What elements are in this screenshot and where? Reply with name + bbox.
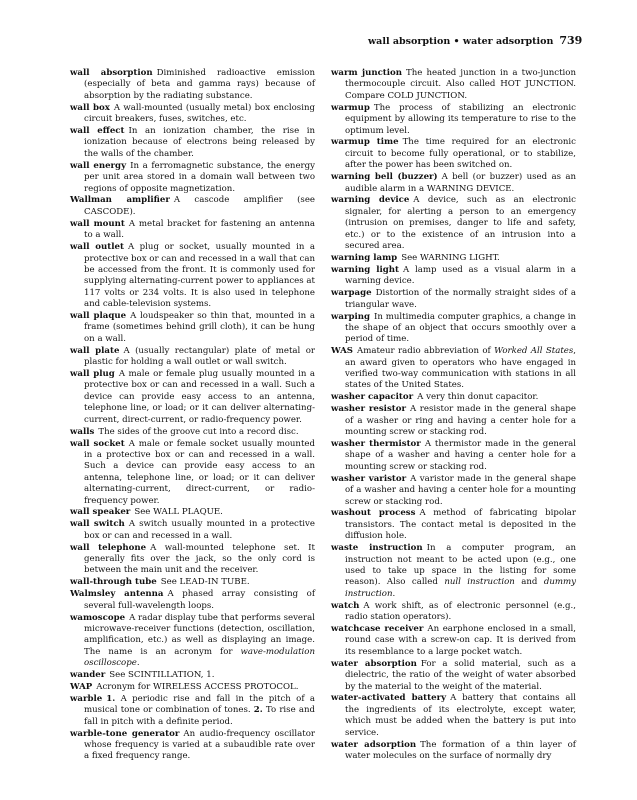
entry-definition-end: . (392, 588, 396, 599)
entry-definition-text: In a computer program, an instruction not meant to be acted upon (e.g., one used to take up space in the listing for some reason). Also called (345, 543, 576, 588)
entry-term: wamoscope (70, 612, 126, 623)
entry-term: wall energy (70, 160, 127, 171)
entry (331, 659, 576, 693)
entry (70, 103, 315, 126)
entry-definition: The heated junction in a two-junction thermocouple circuit. Also called HOT JUNCTION. Compare COLD JUNCTION. (345, 68, 576, 101)
entry (331, 392, 576, 403)
entry (70, 439, 315, 507)
entry-definition: The process of stabilizing an electronic equipment by allowing its temperature to rise to the optimum level. (345, 102, 576, 136)
entry (331, 265, 576, 288)
entry-term: wall effect (70, 126, 125, 137)
entry-term: wall switch (70, 519, 125, 530)
sense-text: A periodic rise and fall in the pitch of a musical tone or combination of tones. (84, 693, 316, 716)
entry-definition: For a solid material, such as a dielectric, the ratio of the weight of water absorbed by the material to the weight of the material. (345, 658, 577, 692)
entry-definition: In a ferromagnetic substance, the energy per unit area stored in a domain wall between two regions of opposite magnetization. (84, 160, 316, 194)
left-column (70, 68, 315, 763)
entry-definition: A resistor made in the general shape of a washer or ring and having a center hole for a mounting screw or stacking rod. (345, 404, 576, 438)
entry-definition: A work shift, as of electronic personnel (e.g., radio station operators). (345, 600, 576, 623)
entry (331, 404, 576, 438)
entry-definition: A (usually rectangular) plate of metal or plastic for holding a wall outlet or wall switch. (84, 345, 315, 368)
entry-term: washer capacitor (331, 392, 414, 403)
entry (331, 195, 576, 252)
entry-definition: A plug or socket, usually mounted in a protective box or can and recessed in a wall that can be accessed from the front. It is commonly used for supplying alternating-current power to appliances at 117 volts or 234 volts. It is also used in telephone and cable-television systems. (84, 242, 315, 310)
sense-number: 1. (106, 693, 116, 704)
entry (70, 346, 315, 369)
entry-term: wall plate (70, 345, 120, 356)
entry-term: wall plaque (70, 311, 127, 322)
sense-number: 2. (253, 705, 263, 716)
entry-term: WAP (70, 682, 93, 693)
entry-definition: A wall-mounted (usually metal) box enclosing circuit breakers, fuses, switches, etc. (84, 102, 315, 125)
entry-term: washout process (331, 508, 416, 519)
entry-term: warmup time (331, 137, 399, 148)
entry-definition: A battery that contains all the ingredients of its electrolyte, except water, which must be added when the battery is put into service. (345, 693, 576, 738)
entry (331, 288, 576, 311)
entry-term: waste instruction (331, 543, 423, 554)
entry (331, 474, 576, 508)
entry-definition: Distortion of the normally straight sides of a triangular wave. (345, 288, 576, 310)
entry (331, 740, 576, 763)
entry (70, 682, 315, 693)
entry-term: water-activated battery (331, 693, 447, 704)
entry-term: warm junction (331, 68, 403, 78)
entry-definition-italic: wave-modulation oscilloscope (84, 646, 315, 669)
entry (70, 161, 315, 195)
entry (70, 507, 315, 518)
entry-definition: A wall-mounted telephone set. It generally fits over the jack, so the only cord is between the main unit and the receiver. (84, 542, 315, 576)
entry-term: wall mount (70, 218, 125, 229)
entry-definition-end: , an award given to operators who have engaged in verified two-way communication with stations in all states of the United States. (345, 346, 577, 391)
entry (331, 312, 576, 346)
entry-definition: A male or female socket usually mounted in a protective box or can and recessed in a wall. Such a device can provide easy access to an antenna, telephone line, or load; or it can deliver alternating-current, direct-current, or radio-frequency power. (84, 438, 316, 506)
entry (70, 729, 315, 763)
running-head-text: wall absorption • water adsorption (368, 36, 554, 47)
entry-definition: In multimedia computer graphics, a change in the shape of an object that occurs smoothly over a period of time. (345, 311, 576, 345)
entry-term: wall telephone (70, 542, 147, 553)
entry (331, 693, 576, 739)
entry (331, 439, 576, 473)
entry-definition: A cascode amplifier (see CASCODE). (84, 195, 315, 217)
entry (70, 242, 315, 310)
entry (70, 589, 315, 612)
entry-definition: See WALL PLAQUE. (134, 507, 223, 518)
page-number: 739 (559, 34, 583, 47)
entry (70, 369, 315, 426)
entry (70, 519, 315, 542)
entry-definition: A loudspeaker so thin that, mounted in a frame (sometimes behind grill cloth), it can be hung on a wall. (84, 311, 315, 344)
entry-definition: An earphone enclosed in a small, round case with a screw-on cap. It is derived from its resemblance to a large pocket watch. (345, 624, 577, 657)
entry-term: wall box (70, 102, 110, 113)
entry-term: warmup (331, 102, 370, 113)
entry (70, 219, 315, 242)
entry-definition: The formation of a thin layer of water molecules on the surface of normally dry (345, 739, 576, 761)
entry (331, 137, 576, 171)
entry-definition: A bell (or buzzer) used as an audible alarm in a WARNING DEVICE. (345, 172, 576, 194)
entry (70, 694, 315, 728)
entry-term: wall plug (70, 369, 115, 380)
right-column (331, 68, 576, 763)
entry-definition: Diminished radioactive emission (especially of beta and gamma rays) because of absorption by the radiating substance. (84, 68, 315, 101)
entry-definition: See SCINTILLATION, 1. (109, 670, 215, 681)
entry-definition-text: Amateur radio abbreviation of (356, 346, 491, 357)
entry-term: warning lamp (331, 253, 398, 263)
entry-term: warpage (331, 288, 372, 299)
entry-term: Walmsley antenna (70, 589, 164, 600)
entry-definition: The time required for an electronic circuit to become fully operational, or to stabilize, after the power has been switched on. (345, 137, 576, 171)
entry-definition (345, 346, 576, 390)
sense-text: To rise and fall in pitch with a definite period. (84, 705, 316, 727)
entry-term: wall socket (70, 438, 125, 449)
entry-definition-italic: null instruction (444, 577, 515, 588)
entry-term: wall absorption (70, 68, 153, 78)
entry-definition-end: . (136, 658, 140, 669)
entry-definition: The sides of the groove cut into a record disc. (98, 426, 299, 437)
entry-term: water adsorption (331, 739, 417, 750)
entry-definition-text: A radar display tube that performs several microwave-receiver functions (detection, oscillation, amplification, etc.) as well as displaying an image. The name is an acronym for (84, 612, 315, 657)
entry-definition: A device, such as an electronic signaler, for alerting a person to an emergency (intrusion on premises, danger to life and safety, etc.) or to the existence of an intrusion into a secured area. (345, 195, 576, 252)
entry-term: warning light (331, 264, 400, 275)
running-head (368, 34, 583, 47)
entry-term: wall speaker (70, 507, 131, 518)
entry-term: walls (70, 426, 95, 437)
entry-definition: A metal bracket for fastening an antenna to a wall. (84, 218, 315, 241)
entry-term: WAS (331, 346, 353, 357)
entry-term: washer thermistor (331, 439, 421, 449)
entry-definition: A method of fabricating bipolar transistors. The contact metal is deposited in the diffusion hole. (345, 508, 576, 542)
entry-term: water absorption (331, 658, 417, 669)
entry-term: washer resistor (331, 404, 407, 415)
entry-term: wall-through tube (70, 577, 157, 588)
entry-definition: Acronym for WIRELESS ACCESS PROTOCOL. (96, 682, 299, 693)
entry (70, 195, 315, 218)
entry-definition: A switch usually mounted in a protective box or can and recessed in a wall. (84, 519, 315, 541)
entry-term: Wallman amplifier (70, 195, 170, 206)
entry-definition: See WARNING LIGHT. (401, 253, 500, 263)
entry-term: washer varistor (331, 473, 407, 484)
entry (70, 68, 315, 102)
entry-definition: An audio-frequency oscillator whose frequency is varied at a subaudible rate over a fixed frequency range. (84, 728, 315, 762)
entry-definition-italic: Worked All States (494, 346, 574, 357)
entry-definition: A male or female plug usually mounted in a protective box or can and recessed in a wall. Such a device can provide easy access to an antenna, telephone line, or load; or it can deliver alternating-current, direct-current, or radio-frequency power. (84, 369, 315, 425)
entry (70, 613, 315, 670)
entry (331, 103, 576, 137)
entry (331, 172, 576, 195)
entry-definition: A thermistor made in the general shape of a washer and having a center hole for a mounting screw or stacking rod. (345, 439, 576, 472)
entry (70, 427, 315, 438)
entry (331, 68, 576, 102)
entry (331, 508, 576, 542)
entry (70, 670, 315, 681)
entry (331, 601, 576, 624)
entry (331, 543, 576, 600)
entry-term: wall outlet (70, 242, 124, 253)
entry (331, 253, 576, 264)
entry (70, 577, 315, 588)
entry-term: watch (331, 600, 360, 611)
entry-definition: A very thin donut capacitor. (417, 392, 539, 403)
entry-definition: See LEAD-IN TUBE. (160, 577, 250, 588)
entry (331, 346, 576, 392)
entry-term: warble (70, 693, 103, 704)
entry-term: warble-tone generator (70, 728, 180, 739)
entry-definition-italic: dummy instruction (345, 577, 577, 599)
entry (70, 543, 315, 577)
entry (70, 126, 315, 160)
entry-term: warping (331, 311, 371, 322)
entry (70, 311, 315, 345)
entry (331, 624, 576, 658)
entry-definition: A lamp used as a visual alarm in a warning device. (345, 264, 576, 287)
entry-definition: In an ionization chamber, the rise in ionization because of electrons being released by the walls of the chamber. (84, 126, 315, 159)
entry-definition-conjunction: and (521, 577, 538, 588)
entry-term: watchcase receiver (331, 624, 424, 634)
entry-term: warning device (331, 195, 410, 206)
entry-definition (84, 694, 315, 727)
entry-term: warning bell (buzzer) (331, 172, 438, 183)
entry-term: wander (70, 670, 106, 681)
entry-definition: A varistor made in the general shape of a washer and having a center hole for a mounting screw or stacking rod. (345, 473, 577, 507)
entry-definition: A phased array consisting of several full-wavelength loops. (84, 589, 315, 611)
